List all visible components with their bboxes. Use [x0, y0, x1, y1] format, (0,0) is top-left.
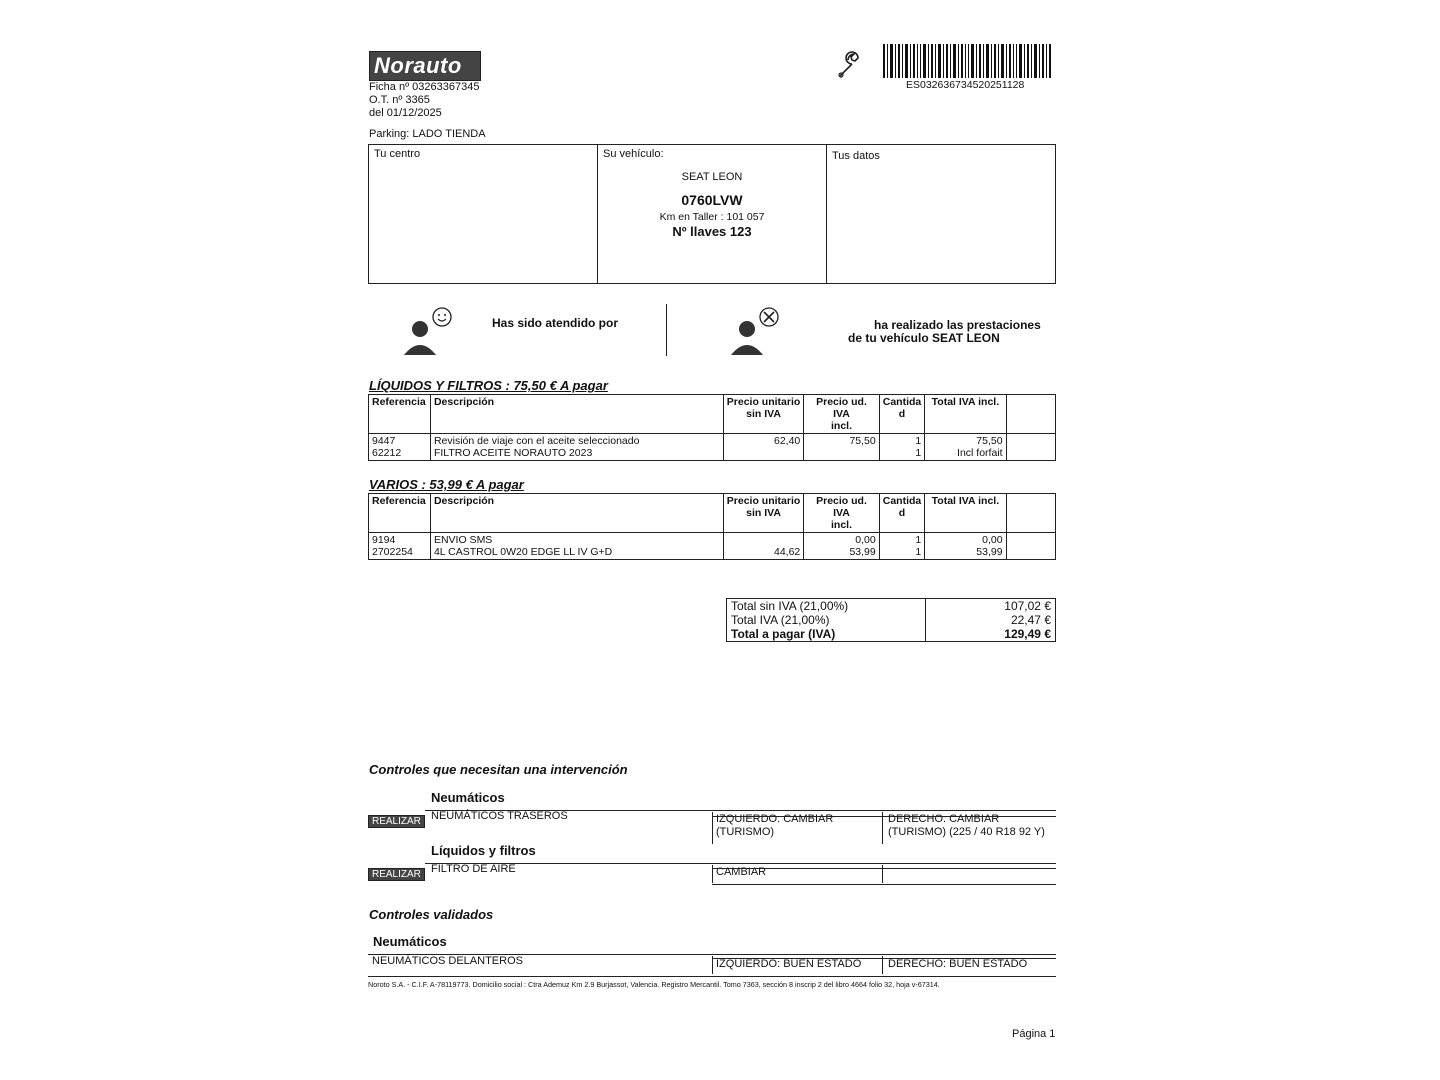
norauto-logo: [369, 51, 481, 81]
totals-labels: Total sin IVA (21,00%) Total IVA (21,00%) Total a pagar (IVA): [727, 599, 926, 642]
cell-pi: 0,00 53,99: [804, 533, 879, 560]
vehicle-model: SEAT LEON: [681, 171, 743, 183]
varios-title: VARIOS : 53,99 € A pagar: [369, 477, 524, 492]
totals-values: 107,02 € 22,47 € 129,49 €: [926, 599, 1056, 642]
neumaticos-subtitle: Neumáticos: [431, 790, 505, 805]
filtro-aire: FILTRO DE AIRE: [431, 863, 516, 875]
person-smile-icon: [400, 305, 456, 357]
prestaciones-2: de tu vehículo SEAT LEON: [848, 331, 1000, 345]
cell-ref: 9447 62212: [369, 434, 431, 461]
col-descripcion: Descripción: [430, 395, 723, 434]
rule: [368, 976, 1056, 977]
rule: [712, 958, 1056, 959]
legal-footer: Noroto S.A. - C.I.F. A-78119773. Domicilio social : Ctra Ademuz Km 2.9 Burjassot, Valencia. Registro Mercantil. Tomo 7363, sección 8 inscrip 2 del libro 4664 folio 32, hoja v-67314.: [368, 980, 940, 989]
col-precio-iva: Precio ud. IVA incl.: [804, 494, 879, 533]
col-total: Total IVA incl.: [925, 494, 1006, 533]
cell-total: 0,00 53,99: [925, 533, 1006, 560]
cell-pu: 44,62: [723, 533, 804, 560]
su-vehiculo-label: Su vehículo:: [603, 148, 664, 160]
col-empty: [1006, 395, 1055, 434]
totals-row: [727, 599, 1056, 642]
realizar-badge: [368, 811, 425, 829]
cell-cant: 1 1: [879, 434, 925, 461]
box-tus-datos: [827, 145, 1055, 283]
col-precio-unitario: Precio unitario sin IVA: [723, 395, 804, 434]
realizar-badge-label: REALIZAR: [368, 815, 425, 828]
divider: [666, 304, 667, 356]
liquidos-table: [368, 394, 1056, 461]
vehicle-info: [598, 171, 826, 239]
parking: Parking: LADO TIENDA: [369, 128, 486, 140]
col-empty: [1006, 494, 1055, 533]
cell-empty: [1006, 533, 1055, 560]
col-cantidad: Cantida d: [879, 395, 925, 434]
page-number: Página 1: [1012, 1028, 1056, 1040]
col-precio-unitario: Precio unitario sin IVA: [723, 494, 804, 533]
box-su-vehiculo: [598, 145, 827, 283]
neumaticos-delanteros: NEUMÁTICOS DELANTEROS: [372, 955, 523, 967]
neum-izq: IZQUIERDO: CAMBIAR (TURISMO): [716, 813, 834, 838]
cell-pi: 75,50: [804, 434, 879, 461]
table-header-row: [369, 395, 1056, 434]
tus-datos-label: Tus datos: [832, 150, 880, 162]
col-cantidad: Cantida d: [879, 494, 925, 533]
table-row: [369, 434, 1056, 461]
cell-desc: Revisión de viaje con el aceite seleccionado FILTRO ACEITE NORAUTO 2023: [430, 434, 723, 461]
cell-desc: ENVIO SMS 4L CASTROL 0W20 EDGE LL IV G+D: [430, 533, 723, 560]
filtro-izq: CAMBIAR: [716, 866, 767, 878]
realizar-badge-label: REALIZAR: [368, 868, 425, 881]
col-referencia: Referencia: [369, 395, 431, 434]
validados-title: Controles validados: [369, 907, 494, 922]
cell-cant: 1 1: [879, 533, 925, 560]
realizar-badge: [368, 864, 425, 882]
liquidos-subtitle: Líquidos y filtros: [431, 843, 536, 858]
cell-pu: 62,40: [723, 434, 804, 461]
box-tu-centro: [369, 145, 598, 283]
rule: [712, 868, 1056, 869]
wrench-icon: [836, 50, 866, 80]
delanteros-izq: IZQUIERDO: BUEN ESTADO: [716, 958, 862, 970]
person-mechanic-icon: [727, 305, 783, 357]
table-row: [369, 533, 1056, 560]
barcode-number: ES03263673452025112​8: [906, 79, 1025, 91]
col-referencia: Referencia: [369, 494, 431, 533]
totals-table: [726, 598, 1056, 642]
cell-ref: 9194 2702254: [369, 533, 431, 560]
prestaciones-1: ha realizado las prestaciones: [874, 318, 1041, 332]
tu-centro-label: Tu centro: [374, 148, 421, 160]
vehicle-keys: Nº llaves 123: [672, 224, 752, 239]
ficha-number: Ficha nº 03263367345: [369, 81, 480, 93]
liquidos-title: LÍQUIDOS Y FILTROS : 75,50 € A pagar: [369, 378, 608, 393]
rule: [712, 884, 1056, 885]
ficha-date: del 01/12/2025: [369, 107, 442, 119]
vehicle-plate: 0760LVW: [681, 192, 743, 208]
logo-text: Norauto: [374, 53, 462, 78]
barcode-icon: [883, 44, 1051, 78]
rule: [712, 816, 1056, 817]
rule: [425, 863, 1056, 864]
neumaticos-traseros: NEUMÁTICOS TRASEROS: [431, 810, 568, 822]
col-precio-iva: Precio ud. IVA incl.: [804, 395, 879, 434]
varios-table: [368, 493, 1056, 560]
info-boxes: [368, 144, 1056, 284]
vehicle-km: Km en Taller : 101 057: [659, 211, 765, 223]
ot-number: O.T. nº 3365: [369, 94, 430, 106]
intervencion-title: Controles que necesitan una intervención: [369, 762, 628, 777]
cell-total: 75,50 Incl forfait: [925, 434, 1006, 461]
table-header-row: [369, 494, 1056, 533]
atendido-text: Has sido atendido por: [492, 316, 619, 330]
cell-empty: [1006, 434, 1055, 461]
neum-der: DERECHO: CAMBIAR (TURISMO) (225 / 40 R18 92 Y): [888, 813, 1045, 838]
col-total: Total IVA incl.: [925, 395, 1006, 434]
col-descripcion: Descripción: [430, 494, 723, 533]
delanteros-der: DERECHO: BUEN ESTADO: [888, 958, 1028, 970]
validados-neumaticos: Neumáticos: [373, 934, 447, 949]
